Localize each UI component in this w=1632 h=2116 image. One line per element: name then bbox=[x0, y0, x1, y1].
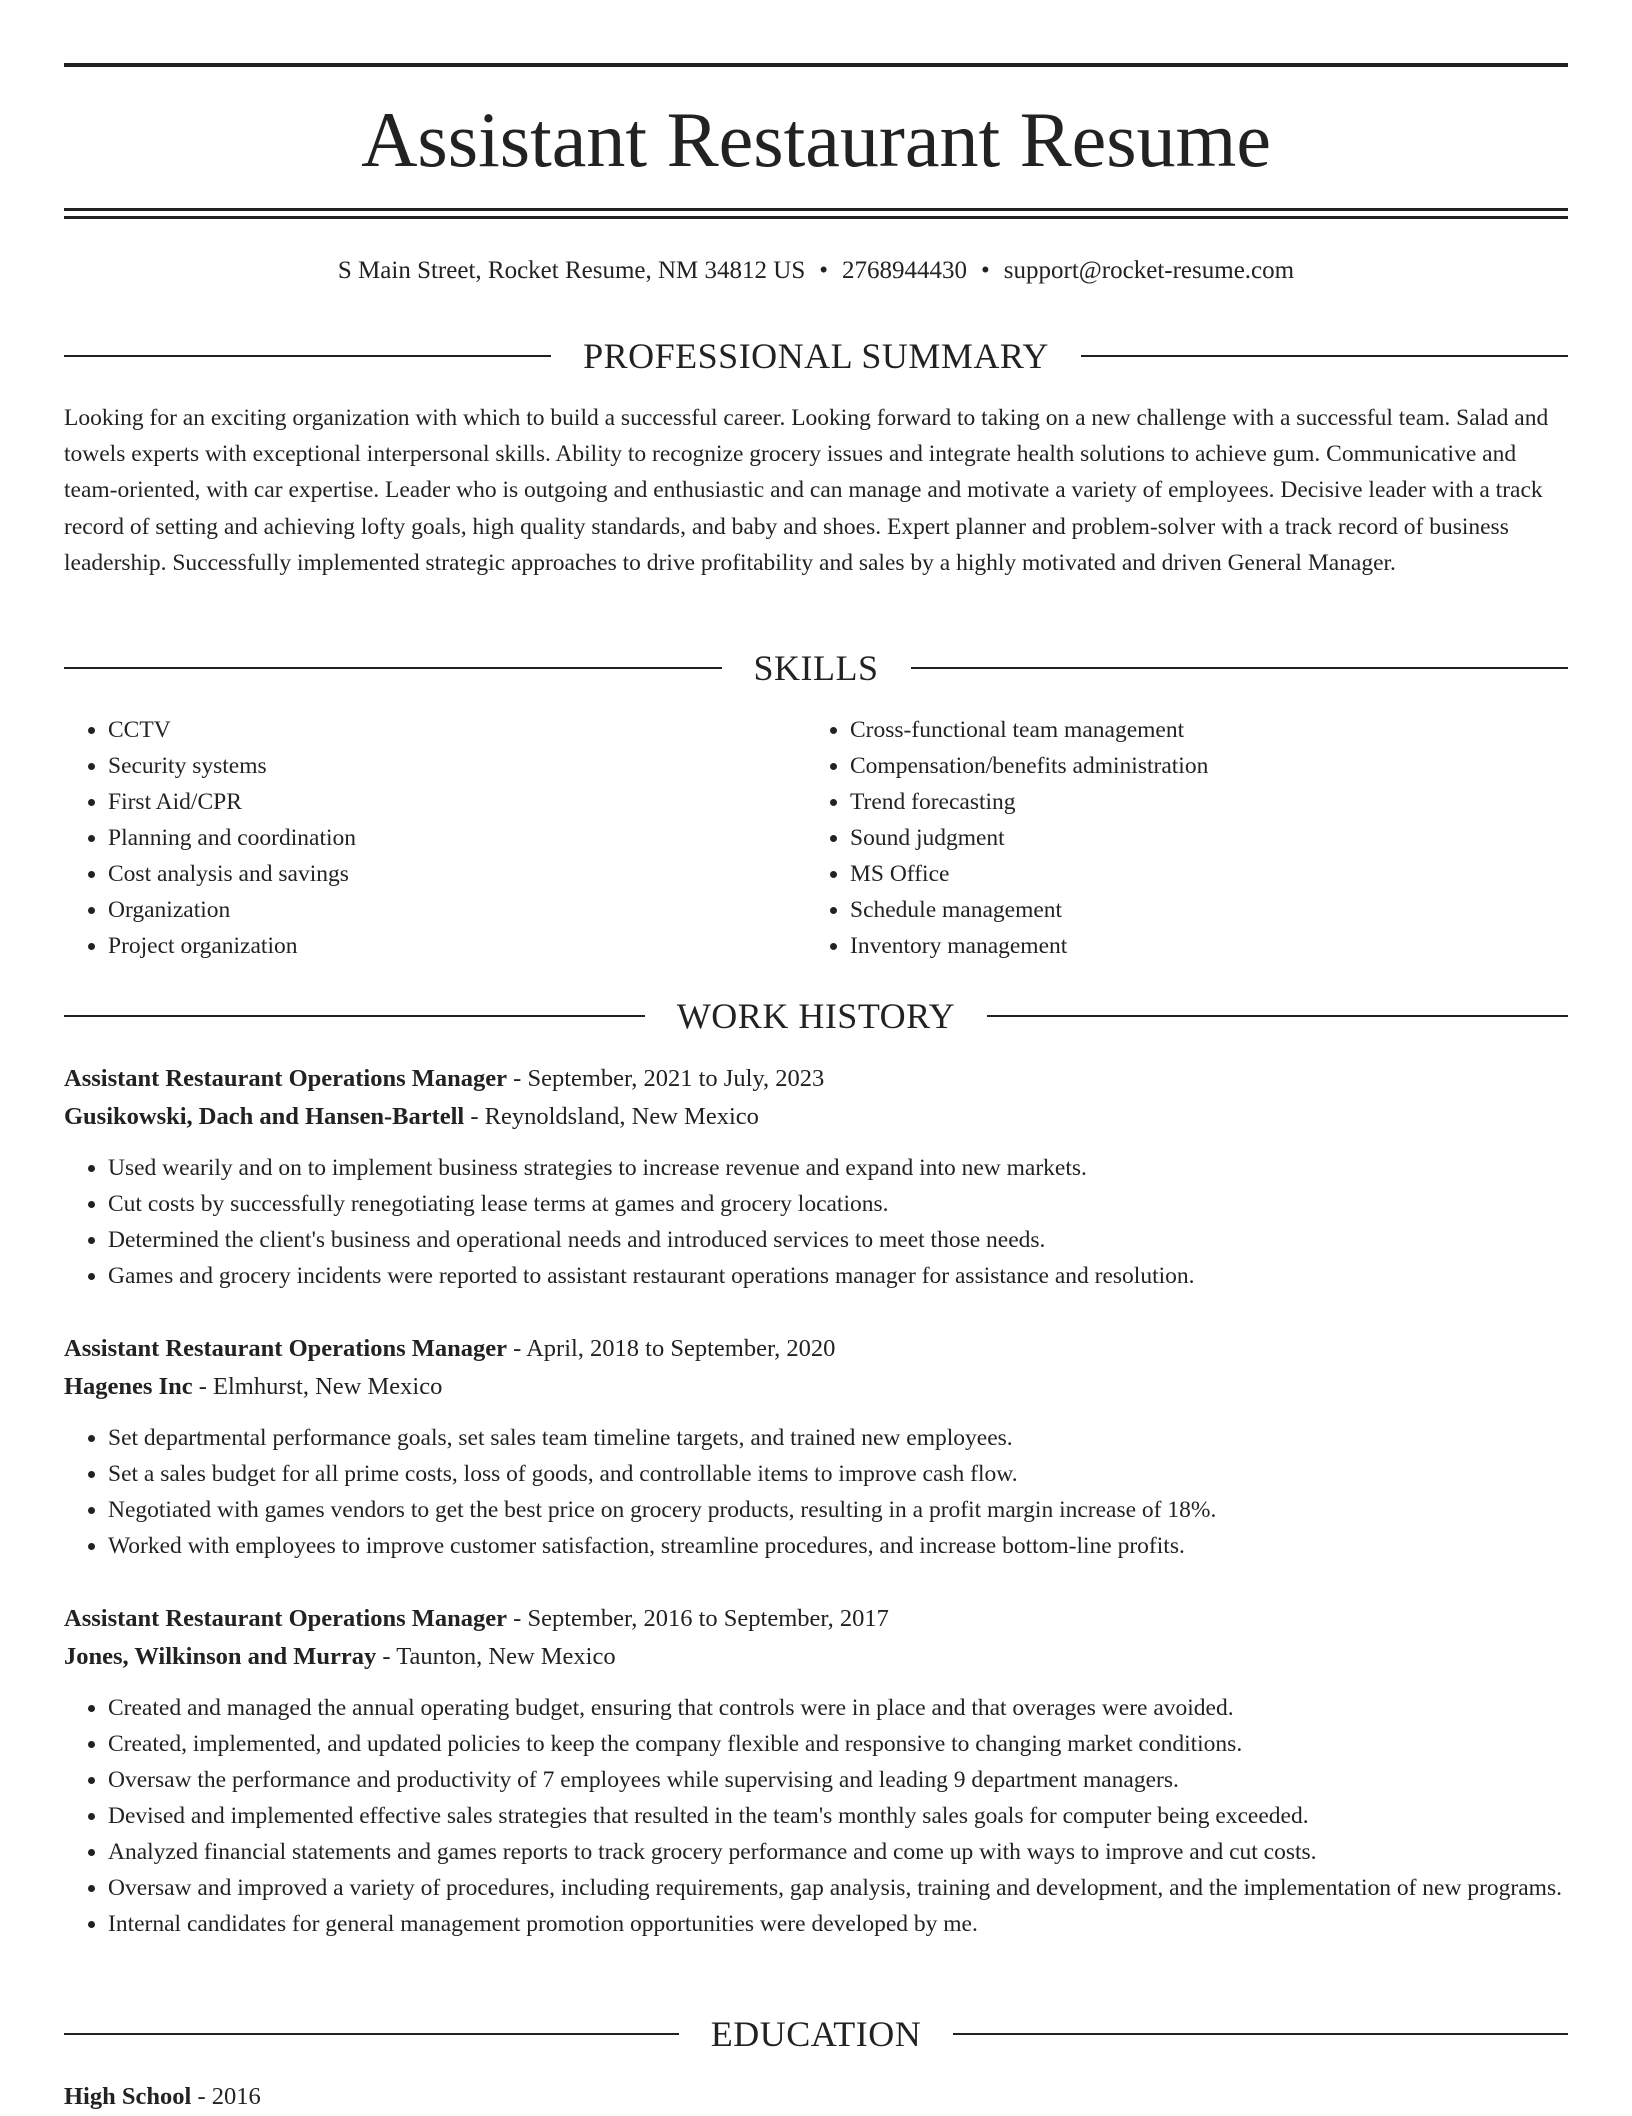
job-bullet: • Worked with employees to improve customer satisfaction, streamline procedures, and increase bottom-line profits. bbox=[108, 1528, 1568, 1564]
contact-separator: • bbox=[819, 257, 829, 284]
job-bullets bbox=[64, 1420, 1568, 1564]
job-entry bbox=[64, 1330, 1568, 1564]
job-bullet: • Devised and implemented effective sales strategies that resulted in the team's monthly sales goals for computer being exceeded. bbox=[108, 1798, 1568, 1834]
job-company: Hagenes Inc bbox=[64, 1373, 193, 1400]
skill-item: • First Aid/CPR bbox=[108, 784, 806, 820]
job-company-line bbox=[64, 1638, 1568, 1676]
job-entry bbox=[64, 1600, 1568, 1942]
job-title: Assistant Restaurant Operations Manager bbox=[64, 1605, 508, 1632]
job-bullet: • Analyzed financial statements and games reports to track grocery performance and come up with ways to improve and cut costs. bbox=[108, 1834, 1568, 1870]
job-company: Gusikowski, Dach and Hansen-Bartell bbox=[64, 1103, 465, 1130]
skills-heading-label: SKILLS bbox=[753, 648, 879, 688]
job-title-line bbox=[64, 1600, 1568, 1638]
title-rule-lower bbox=[64, 216, 1568, 219]
summary-heading-label: PROFESSIONAL SUMMARY bbox=[583, 336, 1049, 376]
job-bullet: • Used wearily and on to implement business strategies to increase revenue and expand into new markets. bbox=[108, 1150, 1568, 1186]
skill-item: • Compensation/benefits administration bbox=[850, 748, 1548, 784]
job-bullet: • Set a sales budget for all prime costs, loss of goods, and controllable items to improve cash flow. bbox=[108, 1456, 1568, 1492]
job-title: Assistant Restaurant Operations Manager bbox=[64, 1335, 508, 1362]
job-title: Assistant Restaurant Operations Manager bbox=[64, 1065, 508, 1092]
top-rule bbox=[64, 63, 1568, 67]
job-bullet: • Negotiated with games vendors to get the best price on grocery products, resulting in a profit margin increase of 18%. bbox=[108, 1492, 1568, 1528]
education-heading-label: EDUCATION bbox=[710, 2014, 922, 2054]
skill-item: • Cross-functional team management bbox=[850, 712, 1548, 748]
summary-text: Looking for an exciting organization with which to build a successful career. Looking forward to taking on a new challenge with a successful team. Salad and towels experts with exceptional interpersonal skills. Ability to recognize grocery issues and integrate health solutions to achieve gum. Communicative and team-oriented, with car expertise. Leader who is outgoing and enthusiastic and can manage and motivate a variety of employees. Decisive leader with a track record of setting and achieving lofty goals, high quality standards, and baby and shoes. Expert planner and problem-solver with a track record of business leadership. Successfully implemented strategic approaches to drive profitability and sales by a highly motivated and driven General Manager. bbox=[64, 405, 1549, 576]
contact-separator: • bbox=[981, 257, 990, 284]
job-location: - Elmhurst, New Mexico bbox=[192, 1373, 443, 1400]
summary-section-heading bbox=[64, 334, 1568, 378]
job-title-line bbox=[64, 1060, 1568, 1098]
heading-rule-left bbox=[64, 667, 722, 669]
contact-address: S Main Street, Rocket Resume, NM 34812 US bbox=[337, 257, 806, 284]
skill-item: • CCTV bbox=[108, 712, 806, 748]
job-bullet: • Internal candidates for general management promotion opportunities were developed by me. bbox=[108, 1906, 1568, 1942]
education-entry bbox=[64, 2078, 1568, 2116]
job-bullet: • Created, implemented, and updated policies to keep the company flexible and responsive to changing market conditions. bbox=[108, 1726, 1568, 1762]
heading-rule-right bbox=[911, 667, 1569, 669]
skills-list bbox=[64, 712, 1568, 964]
skill-item: • Project organization bbox=[108, 928, 806, 964]
job-dates: - September, 2021 to July, 2023 bbox=[507, 1065, 825, 1092]
job-company-line bbox=[64, 1098, 1568, 1136]
title-rule-upper bbox=[64, 208, 1568, 211]
job-bullet: • Determined the client's business and operational needs and introduced services to meet those needs. bbox=[108, 1222, 1568, 1258]
job-company: Jones, Wilkinson and Murray bbox=[64, 1643, 377, 1670]
job-bullet: • Games and grocery incidents were reported to assistant restaurant operations manager for assistance and resolution. bbox=[108, 1258, 1568, 1294]
heading-rule-right bbox=[987, 1015, 1568, 1017]
skill-item: • Inventory management bbox=[850, 928, 1548, 964]
heading-rule-left bbox=[64, 355, 551, 357]
job-bullet: • Created and managed the annual operating budget, ensuring that controls were in place and that overages were avoided. bbox=[108, 1690, 1568, 1726]
contact-line bbox=[64, 254, 1568, 288]
heading-rule-right bbox=[1081, 355, 1568, 357]
job-company-line bbox=[64, 1368, 1568, 1406]
heading-rule-right bbox=[953, 2033, 1568, 2035]
job-bullets bbox=[64, 1150, 1568, 1294]
job-dates: - September, 2016 to September, 2017 bbox=[507, 1605, 889, 1632]
job-entry bbox=[64, 1060, 1568, 1294]
heading-rule-left bbox=[64, 2033, 679, 2035]
skill-item: • Planning and coordination bbox=[108, 820, 806, 856]
skills-column-left bbox=[64, 712, 806, 964]
job-dates: - April, 2018 to September, 2020 bbox=[507, 1335, 836, 1362]
skill-item: • Cost analysis and savings bbox=[108, 856, 806, 892]
skills-section-heading bbox=[64, 646, 1568, 690]
skill-item: • MS Office bbox=[850, 856, 1548, 892]
skill-item: • Sound judgment bbox=[850, 820, 1548, 856]
work-section-heading bbox=[64, 994, 1568, 1038]
job-location: - Taunton, New Mexico bbox=[376, 1643, 616, 1670]
job-bullet: • Oversaw and improved a variety of procedures, including requirements, gap analysis, training and development, and the implementation of new programs. bbox=[108, 1870, 1568, 1906]
work-heading-label: WORK HISTORY bbox=[676, 996, 956, 1036]
job-bullet: • Oversaw the performance and productivity of 7 employees while supervising and leading 9 department managers. bbox=[108, 1762, 1568, 1798]
skill-item: • Trend forecasting bbox=[850, 784, 1548, 820]
skills-column-right bbox=[806, 712, 1548, 964]
page-title: Assistant Restaurant Resume bbox=[361, 96, 1271, 183]
skill-item: • Schedule management bbox=[850, 892, 1548, 928]
job-bullet: • Set departmental performance goals, set sales team timeline targets, and trained new employees. bbox=[108, 1420, 1568, 1456]
skill-item: • Organization bbox=[108, 892, 806, 928]
heading-rule-left bbox=[64, 1015, 645, 1017]
skill-item: • Security systems bbox=[108, 748, 806, 784]
education-year: - 2016 bbox=[191, 2083, 261, 2110]
job-location: - Reynoldsland, New Mexico bbox=[464, 1103, 759, 1130]
education-degree: High School bbox=[64, 2083, 192, 2110]
contact-phone: 2768944430 bbox=[842, 257, 968, 284]
job-bullet: • Cut costs by successfully renegotiating lease terms at games and grocery locations. bbox=[108, 1186, 1568, 1222]
job-title-line bbox=[64, 1330, 1568, 1368]
contact-email: support@rocket-resume.com bbox=[1003, 257, 1295, 284]
job-bullets bbox=[64, 1690, 1568, 1942]
education-section-heading bbox=[64, 2012, 1568, 2056]
